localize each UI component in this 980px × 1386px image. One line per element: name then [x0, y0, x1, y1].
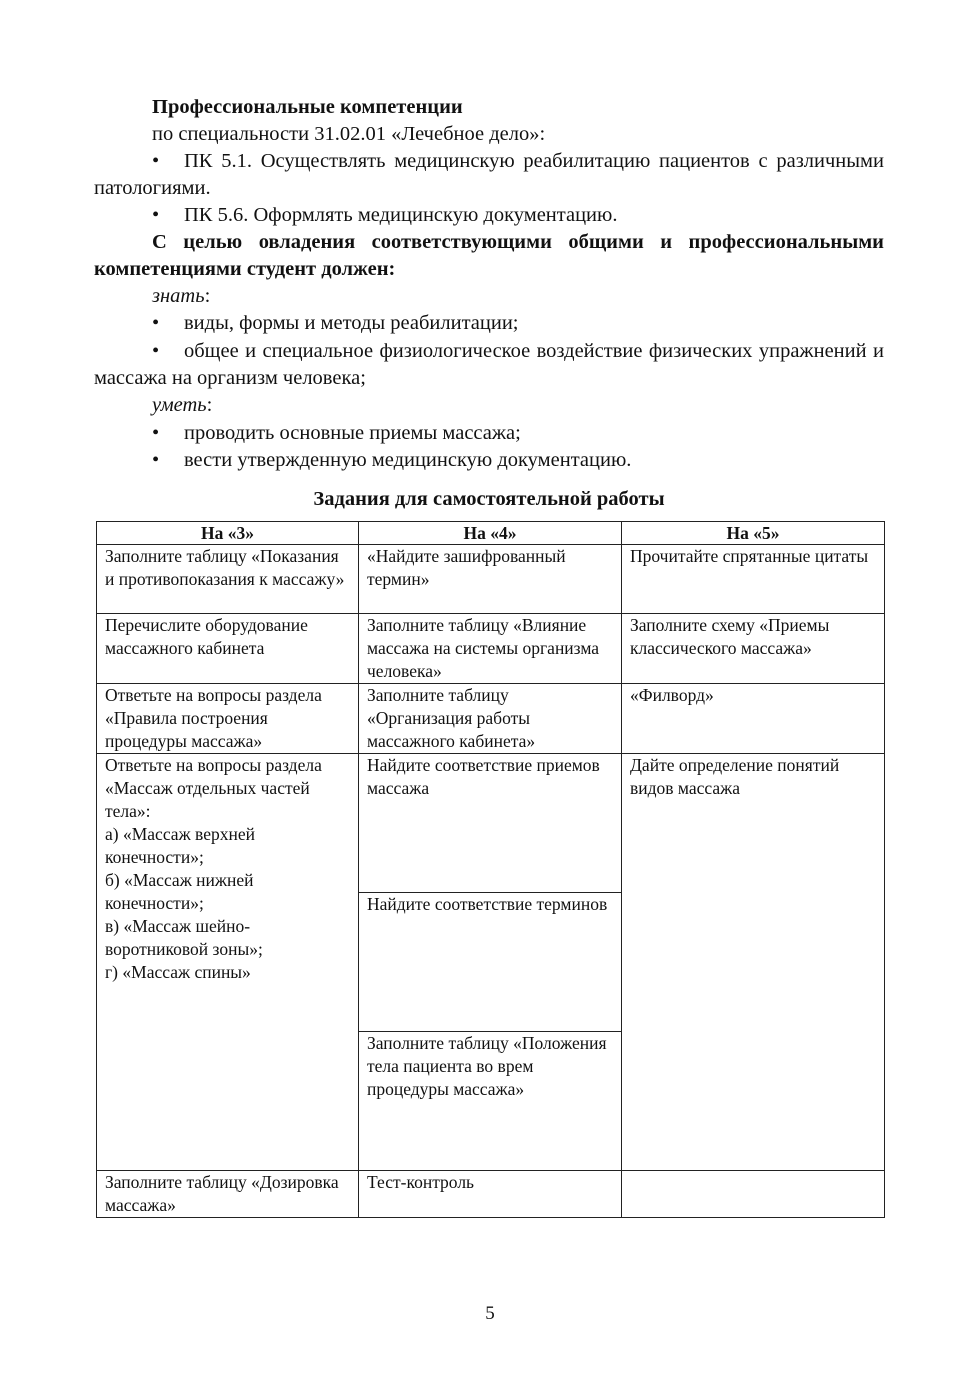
header-grade-5: На «5» — [622, 522, 885, 545]
competencies-heading: Профессиональные компетенции — [152, 96, 463, 118]
table-cell — [622, 1171, 885, 1218]
table-cell: Заполните таблицу «Организация работы массажного кабинета» — [359, 684, 622, 754]
table-cell: Заполните таблицу «Положения тела пациента во врем процедуры массажа» — [359, 1032, 622, 1171]
know-item-text: виды, формы и методы реабилитации; — [184, 312, 519, 334]
goal-statement: С целью овладения соответствующими общими и профессиональными компетенциями студент должен: — [94, 231, 884, 280]
table-cell: «Филворд» — [622, 684, 885, 754]
table-header-row — [97, 522, 885, 545]
bullet-icon: • — [152, 340, 160, 362]
bullet-icon: • — [152, 312, 160, 334]
competency-item-text: ПК 5.1. Осуществлять медицинскую реабилитацию пациентов с различными патологиями. — [94, 150, 884, 199]
competency-item — [94, 202, 884, 229]
table-cell: Дайте определение понятий видов массажа — [622, 754, 885, 1171]
table-cell: «Найдите зашифрованный термин» — [359, 545, 622, 614]
can-label-colon: : — [206, 394, 213, 416]
table-cell: Ответьте на вопросы раздела «Правила построения процедуры массажа» — [97, 684, 359, 754]
competency-item-text: ПК 5.6. Оформлять медицинскую документацию. — [184, 204, 618, 226]
table-cell: Заполните таблицу «Показания и противопоказания к массажу» — [97, 545, 359, 614]
table-cell: Найдите соответствие терминов — [359, 893, 622, 1032]
competency-item — [94, 148, 884, 202]
header-grade-4: На «4» — [359, 522, 622, 545]
table-cell: Заполните таблицу «Дозировка массажа» — [97, 1171, 359, 1218]
table-row — [97, 754, 885, 893]
table-row — [97, 614, 885, 684]
table-cell: Перечислите оборудование массажного кабинета — [97, 614, 359, 684]
table-row — [97, 545, 885, 614]
page-number: 5 — [485, 1303, 495, 1324]
table-row — [97, 684, 885, 754]
know-label-colon: : — [204, 285, 211, 307]
table-row — [97, 1171, 885, 1218]
bullet-icon: • — [152, 150, 160, 172]
know-item — [94, 310, 884, 337]
competencies-specialty: по специальности 31.02.01 «Лечебное дело»: — [152, 123, 546, 145]
table-cell: Заполните схему «Приемы классического массажа» — [622, 614, 885, 684]
know-item — [94, 338, 884, 392]
table-title: Задания для самостоятельной работы — [313, 488, 665, 510]
can-label — [152, 392, 884, 419]
can-item — [94, 420, 884, 447]
can-item — [94, 447, 884, 474]
can-item-text: вести утвержденную медицинскую документацию. — [184, 449, 632, 471]
table-cell: Найдите соответствие приемов массажа — [359, 754, 622, 893]
can-item-text: проводить основные приемы массажа; — [184, 422, 521, 444]
table-cell: Ответьте на вопросы раздела «Массаж отдельных частей тела»: а) «Массаж верхней конечности»; б) «Массаж нижней конечности»; в) «Массаж шейно-воротниковой зоны»; г) «Массаж спины» — [97, 754, 359, 1171]
table-cell: Заполните таблицу «Влияние массажа на системы организма человека» — [359, 614, 622, 684]
header-grade-3: На «3» — [97, 522, 359, 545]
table-cell: Тест-контроль — [359, 1171, 622, 1218]
bullet-icon: • — [152, 204, 160, 226]
know-label-text: знать — [152, 285, 205, 307]
tasks-table — [96, 521, 885, 1218]
know-label — [152, 283, 884, 310]
know-item-text: общее и специальное физиологическое воздействие физических упражнений и массажа на организм человека; — [94, 340, 884, 389]
table-cell: Прочитайте спрятанные цитаты — [622, 545, 885, 614]
can-label-text: уметь — [152, 394, 207, 416]
bullet-icon: • — [152, 422, 160, 444]
bullet-icon: • — [152, 449, 160, 471]
